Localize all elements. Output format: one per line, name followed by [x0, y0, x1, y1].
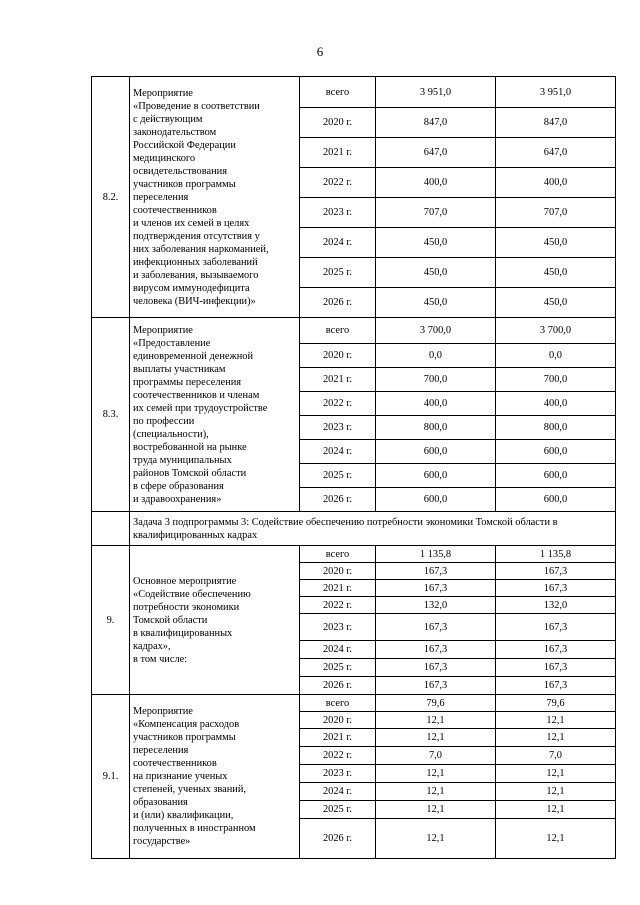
year-cell: 2026 г.: [300, 288, 376, 318]
value-cell: 647,0: [496, 138, 616, 168]
value-cell: 167,3: [496, 641, 616, 659]
table-row: [92, 695, 616, 712]
year-cell: 2026 г.: [300, 819, 376, 859]
year-cell: всего: [300, 318, 376, 344]
year-cell: 2024 г.: [300, 440, 376, 464]
value-cell: 1 135,8: [376, 546, 496, 563]
value-cell: 12,1: [376, 765, 496, 783]
value-cell: 79,6: [376, 695, 496, 712]
year-cell: 2025 г.: [300, 464, 376, 488]
value-cell: 600,0: [496, 464, 616, 488]
value-cell: 167,3: [376, 659, 496, 677]
year-cell: 2022 г.: [300, 597, 376, 614]
year-cell: 2022 г.: [300, 392, 376, 416]
measure-name: Основное мероприятие «Содействие обеспечению потребности экономики Томской области в квалифицированных кадрах», в том числе:: [130, 546, 300, 695]
value-cell: 800,0: [496, 416, 616, 440]
table-row: [92, 77, 616, 108]
value-cell: 12,1: [496, 783, 616, 801]
measure-name: Мероприятие «Компенсация расходов участников программы переселения соотечественников на признание ученых степеней, ученых званий, образования и (или) квалификации, полученных в иностранном государстве»: [130, 695, 300, 859]
year-cell: 2020 г.: [300, 563, 376, 580]
value-cell: 12,1: [496, 712, 616, 729]
value-cell: 600,0: [376, 440, 496, 464]
value-cell: 847,0: [496, 108, 616, 138]
table-row: [92, 318, 616, 344]
value-cell: 12,1: [376, 801, 496, 819]
year-cell: 2024 г.: [300, 228, 376, 258]
measure-name: Мероприятие «Предоставление единовременной денежной выплаты участникам программы переселения соотечественников и членам их семей при трудоустройстве по профессии (специальности), востребованной на рынке труда муниципальных районов Томской области в сфере образования и здравоохранения»: [130, 318, 300, 512]
value-cell: 450,0: [496, 228, 616, 258]
value-cell: 12,1: [376, 729, 496, 747]
value-cell: 700,0: [496, 368, 616, 392]
value-cell: 7,0: [376, 747, 496, 765]
value-cell: 167,3: [496, 563, 616, 580]
year-cell: 2023 г.: [300, 416, 376, 440]
year-cell: 2021 г.: [300, 729, 376, 747]
value-cell: 450,0: [376, 258, 496, 288]
value-cell: 1 135,8: [496, 546, 616, 563]
value-cell: 3 700,0: [496, 318, 616, 344]
year-cell: 2022 г.: [300, 747, 376, 765]
value-cell: 167,3: [376, 614, 496, 641]
row-number: 8.3.: [92, 318, 130, 512]
value-cell: 79,6: [496, 695, 616, 712]
value-cell: 12,1: [496, 819, 616, 859]
year-cell: всего: [300, 77, 376, 108]
value-cell: 600,0: [376, 488, 496, 512]
value-cell: 3 700,0: [376, 318, 496, 344]
year-cell: 2021 г.: [300, 138, 376, 168]
value-cell: 12,1: [376, 783, 496, 801]
year-cell: 2020 г.: [300, 344, 376, 368]
year-cell: 2023 г.: [300, 198, 376, 228]
value-cell: 700,0: [376, 368, 496, 392]
value-cell: 600,0: [496, 440, 616, 464]
value-cell: 132,0: [376, 597, 496, 614]
year-cell: 2023 г.: [300, 765, 376, 783]
value-cell: 12,1: [376, 712, 496, 729]
value-cell: 0,0: [496, 344, 616, 368]
year-cell: 2025 г.: [300, 801, 376, 819]
value-cell: 400,0: [376, 168, 496, 198]
budget-table: [91, 76, 616, 859]
value-cell: 132,0: [496, 597, 616, 614]
value-cell: 12,1: [496, 801, 616, 819]
year-cell: 2025 г.: [300, 659, 376, 677]
year-cell: всего: [300, 695, 376, 712]
value-cell: 7,0: [496, 747, 616, 765]
year-cell: 2026 г.: [300, 677, 376, 695]
value-cell: 450,0: [496, 288, 616, 318]
value-cell: 167,3: [376, 677, 496, 695]
value-cell: 12,1: [496, 729, 616, 747]
value-cell: 0,0: [376, 344, 496, 368]
task-row-blank-cell: [92, 512, 130, 546]
value-cell: 167,3: [376, 580, 496, 597]
year-cell: 2023 г.: [300, 614, 376, 641]
value-cell: 167,3: [376, 641, 496, 659]
value-cell: 647,0: [376, 138, 496, 168]
row-number: 9.1.: [92, 695, 130, 859]
year-cell: всего: [300, 546, 376, 563]
year-cell: 2021 г.: [300, 368, 376, 392]
year-cell: 2021 г.: [300, 580, 376, 597]
value-cell: 450,0: [496, 258, 616, 288]
row-number: 8.2.: [92, 77, 130, 318]
value-cell: 707,0: [496, 198, 616, 228]
table-row: [92, 546, 616, 563]
year-cell: 2025 г.: [300, 258, 376, 288]
value-cell: 12,1: [496, 765, 616, 783]
value-cell: 800,0: [376, 416, 496, 440]
value-cell: 400,0: [496, 392, 616, 416]
value-cell: 167,3: [496, 614, 616, 641]
value-cell: 167,3: [496, 659, 616, 677]
value-cell: 167,3: [376, 563, 496, 580]
year-cell: 2020 г.: [300, 108, 376, 138]
year-cell: 2024 г.: [300, 641, 376, 659]
value-cell: 450,0: [376, 228, 496, 258]
value-cell: 600,0: [376, 464, 496, 488]
year-cell: 2020 г.: [300, 712, 376, 729]
value-cell: 400,0: [496, 168, 616, 198]
value-cell: 167,3: [496, 677, 616, 695]
measure-name: Мероприятие «Проведение в соответствии с действующим законодательством Российской Федерации медицинского освидетельствования участников программы переселения соотечественников и членов их семей в целях подтверждения отсутствия у них заболевания наркоманией, инфекционных заболеваний и заболевания, вызываемого вирусом иммунодефицита человека (ВИЧ-инфекции)»: [130, 77, 300, 318]
value-cell: 450,0: [376, 288, 496, 318]
value-cell: 167,3: [496, 580, 616, 597]
year-cell: 2024 г.: [300, 783, 376, 801]
row-number: 9.: [92, 546, 130, 695]
year-cell: 2026 г.: [300, 488, 376, 512]
value-cell: 3 951,0: [376, 77, 496, 108]
year-cell: 2022 г.: [300, 168, 376, 198]
task-row: [92, 512, 616, 546]
value-cell: 400,0: [376, 392, 496, 416]
value-cell: 707,0: [376, 198, 496, 228]
value-cell: 847,0: [376, 108, 496, 138]
value-cell: 3 951,0: [496, 77, 616, 108]
value-cell: 600,0: [496, 488, 616, 512]
value-cell: 12,1: [376, 819, 496, 859]
page-number: 6: [316, 44, 324, 59]
task-heading: Задача 3 подпрограммы 3: Содействие обеспечению потребности экономики Томской области в квалифицированных кадрах: [130, 512, 616, 546]
